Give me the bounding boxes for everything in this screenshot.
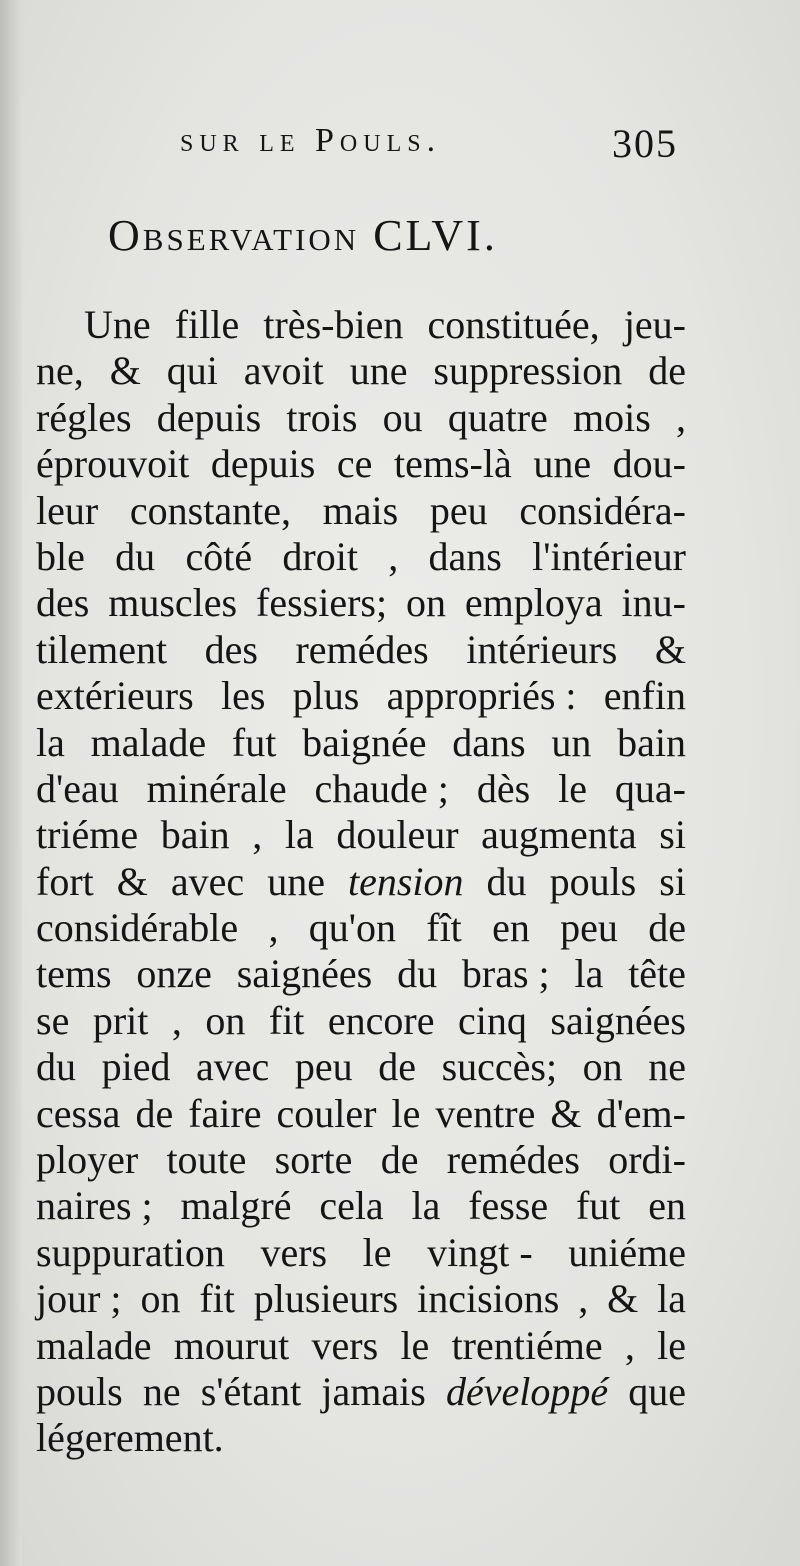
word: cinq [458, 997, 527, 1043]
word: & [116, 858, 148, 904]
word: fit [199, 1276, 235, 1322]
word: ployer [36, 1137, 139, 1183]
word: quatre [447, 394, 548, 440]
word: on [140, 1276, 181, 1322]
word: pouls [549, 858, 637, 904]
word: malade [90, 719, 207, 765]
word: sorte [274, 1137, 353, 1183]
word: on [205, 997, 246, 1043]
word: fut [575, 1183, 621, 1229]
word: augmenta [481, 812, 637, 858]
word: d'eau [36, 765, 119, 811]
word: , [675, 394, 686, 440]
word: d'em- [596, 1090, 686, 1136]
word: une [267, 858, 325, 904]
text-line [36, 1183, 686, 1229]
word: qui [166, 348, 218, 394]
word: régles [36, 394, 132, 440]
word: on [582, 1044, 623, 1090]
word: de [378, 1044, 416, 1090]
word: plusieurs [253, 1276, 399, 1322]
text-line [36, 905, 686, 951]
word: , [624, 1322, 635, 1368]
body-text [36, 302, 686, 1462]
word: jamais [321, 1368, 426, 1414]
word: constituée, [427, 302, 600, 347]
word: jour ; [36, 1276, 122, 1322]
word: minérale [146, 765, 287, 811]
observation-heading: Observation CLVI. [108, 211, 498, 260]
word: avoit [243, 348, 324, 394]
word: légerement. [36, 1415, 224, 1461]
word: du [36, 1044, 76, 1090]
word: pied [101, 1044, 171, 1090]
word: fessiers; [256, 580, 388, 626]
word: le [400, 1322, 430, 1368]
word: ventre [435, 1090, 536, 1136]
word: de [380, 1137, 419, 1183]
word: considéra- [519, 487, 686, 533]
word: qua- [614, 765, 686, 811]
running-head: sur le Pouls. [180, 122, 442, 159]
word: le [362, 1229, 392, 1275]
word: tems-là [394, 441, 512, 487]
word: , [268, 905, 279, 951]
word: remédes [295, 626, 429, 672]
word: fit [268, 997, 305, 1043]
word: dans [452, 719, 526, 765]
word: dou- [612, 441, 686, 487]
text-line [36, 348, 686, 394]
word: en [492, 905, 530, 951]
word: si [659, 812, 686, 858]
text-line [36, 627, 686, 673]
word: un [551, 719, 592, 765]
word: leur [36, 487, 99, 533]
word: inu- [621, 580, 686, 626]
text-line [36, 951, 686, 997]
word: trentiéme [451, 1322, 603, 1368]
word: pouls [36, 1368, 123, 1414]
word: bain [160, 812, 230, 858]
word: baignée [302, 719, 427, 765]
word: en [648, 1183, 686, 1229]
word: une [533, 441, 592, 487]
text-line [36, 580, 686, 626]
word: saignées [550, 997, 686, 1043]
word: mourut [173, 1322, 290, 1368]
word: le [391, 1090, 421, 1136]
word: vers [311, 1322, 379, 1368]
word: tems [36, 951, 112, 997]
word: dans [428, 533, 502, 579]
word: triéme [36, 812, 139, 858]
page-gutter-shadow [0, 0, 22, 1566]
word: intérieurs [466, 626, 618, 672]
word: toute [166, 1137, 247, 1183]
word: fort [36, 858, 94, 904]
word: trois [286, 394, 358, 440]
word: du [397, 951, 438, 997]
text-line [36, 1323, 686, 1369]
word: couler [276, 1090, 377, 1136]
word: fille [174, 302, 240, 347]
word: bras ; [461, 951, 550, 997]
word: ne [142, 1368, 181, 1414]
text-line [36, 1091, 686, 1137]
word: ne [648, 1044, 686, 1090]
word: cela [319, 1183, 384, 1229]
word: muscles [108, 580, 238, 626]
word: que [628, 1368, 686, 1414]
word: enfin [603, 673, 686, 719]
word: côté [185, 533, 253, 579]
word: du [115, 533, 156, 579]
word: bain [617, 719, 686, 765]
word: suppuration [36, 1229, 225, 1275]
text-line [36, 812, 686, 858]
word: l'intérieur [532, 533, 686, 579]
word: ou [382, 394, 423, 440]
word: mais [322, 487, 399, 533]
word: , [388, 533, 399, 579]
word: des [36, 580, 90, 626]
word: encore [327, 997, 435, 1043]
word: incisions [417, 1276, 560, 1322]
word: vingt - [427, 1229, 533, 1275]
text-line [36, 720, 686, 766]
word: tension [347, 858, 464, 904]
word: ne, [36, 348, 84, 394]
text-line [36, 488, 686, 534]
word: avec [170, 858, 245, 904]
word: les [220, 673, 266, 719]
word: chaude ; [314, 765, 449, 811]
word: fesse [468, 1183, 549, 1229]
word: ordi- [608, 1137, 686, 1183]
text-line [36, 534, 686, 580]
word: & [607, 1276, 639, 1322]
word: peu [560, 905, 618, 951]
word: faire [188, 1090, 262, 1136]
word: & [654, 626, 686, 672]
word: , [171, 997, 182, 1043]
word: depuis [210, 441, 316, 487]
word: on [406, 580, 446, 626]
text-line [36, 302, 686, 348]
word: fît [426, 905, 462, 951]
word: depuis [156, 394, 262, 440]
word: prit [92, 997, 149, 1043]
word: plus [292, 673, 360, 719]
word: très-bien [263, 302, 404, 347]
word: droit [282, 533, 358, 579]
word: avec [196, 1044, 270, 1090]
word: ce [336, 441, 373, 487]
text-line [36, 441, 686, 487]
word: uniéme [568, 1229, 686, 1275]
word: de [648, 905, 686, 951]
word: suppression [433, 348, 623, 394]
word: la [657, 1276, 686, 1322]
word: fut [231, 719, 277, 765]
word: la [36, 719, 65, 765]
text-line [36, 766, 686, 812]
word: succès; [441, 1044, 558, 1090]
word: Une [84, 302, 151, 347]
word: tilement [36, 626, 168, 672]
word: la [574, 951, 604, 997]
word: une [349, 348, 408, 394]
text-line [36, 998, 686, 1044]
word: ble [36, 533, 85, 579]
word: naires ; [36, 1183, 153, 1229]
word: si [659, 858, 686, 904]
word: saignées [236, 951, 373, 997]
text-line [36, 395, 686, 441]
word: de [135, 1090, 174, 1136]
text-line [36, 1276, 686, 1322]
text-line [36, 859, 686, 905]
text-line [36, 1230, 686, 1276]
word: malgré [180, 1183, 292, 1229]
word: le [657, 1322, 686, 1368]
word: vers [260, 1229, 328, 1275]
text-line [36, 673, 686, 719]
word: des [204, 626, 258, 672]
word: la [411, 1183, 441, 1229]
word: la [284, 812, 314, 858]
word: cessa [36, 1090, 121, 1136]
word: douleur [336, 812, 459, 858]
text-line [36, 1137, 686, 1183]
word: le [558, 765, 587, 811]
text-line [36, 1415, 686, 1461]
text-line [36, 1044, 686, 1090]
word: se [36, 997, 70, 1043]
word: développé [445, 1368, 609, 1414]
word: peu [294, 1044, 353, 1090]
word: tête [628, 951, 686, 997]
word: du [486, 858, 527, 904]
word: dès [476, 765, 531, 811]
page-number: 305 [612, 121, 678, 166]
word: mois [572, 394, 651, 440]
word: & [550, 1090, 582, 1136]
word: peu [429, 487, 488, 533]
word: , [252, 812, 263, 858]
word: , [578, 1276, 589, 1322]
word: & [109, 348, 141, 394]
word: remédes [446, 1137, 580, 1183]
word: constante, [129, 487, 291, 533]
word: malade [36, 1322, 152, 1368]
word: onze [136, 951, 212, 997]
text-line [36, 1369, 686, 1415]
word: éprouvoit [36, 441, 190, 487]
word: employa [464, 580, 603, 626]
word: qu'on [308, 905, 396, 951]
word: de [648, 348, 686, 394]
word: appropriés : [386, 673, 577, 719]
word: considérable [36, 905, 239, 951]
word: jeu- [623, 302, 686, 347]
word: extérieurs [36, 673, 194, 719]
word: s'étant [200, 1368, 302, 1414]
